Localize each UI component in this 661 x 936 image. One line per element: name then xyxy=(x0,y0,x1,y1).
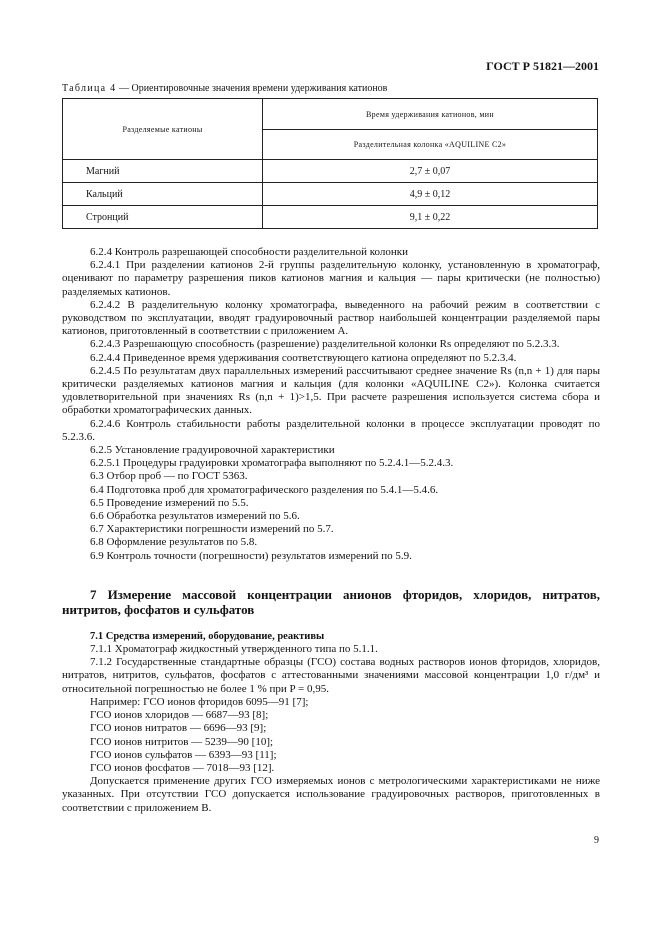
paragraph: ГСО ионов фосфатов — 7018—93 [12]. xyxy=(90,761,275,774)
standard-number-header: ГОСТ Р 51821—2001 xyxy=(486,59,599,73)
table-row xyxy=(63,206,598,229)
paragraph: 6.2.5.1 Процедуры градуировки хроматографа выполняют по 5.2.4.1—5.2.4.3. xyxy=(90,457,454,470)
subsection-7-1-heading: 7.1 Средства измерений, оборудование, реактивы xyxy=(90,630,325,642)
col-header-column-type: Разделительная колонка «AQUILINE C2» xyxy=(263,130,598,160)
retention-value: 2,7 ± 0,07 xyxy=(263,160,598,183)
paragraph: Например: ГСО ионов фторидов 6095—91 [7]; xyxy=(90,695,309,708)
paragraph: 7.1.2 Государственные стандартные образцы (ГСО) состава водных растворов ионов фторидов, хлоридов, нитратов, нитритов, сульфатов, фосфатов с аттестованными значениями массовой концентрации 1,0 г/дм³ и относительной погрешностью не более 1 % при P = 0,95. xyxy=(62,656,600,695)
paragraph: 7.1.1 Хроматограф жидкостный утвержденного типа по 5.1.1. xyxy=(90,643,378,656)
paragraph: 6.4 Подготовка проб для хроматографического разделения по 5.4.1—5.4.6. xyxy=(90,483,439,496)
cation-name: Стронций xyxy=(63,206,263,229)
paragraph: ГСО ионов хлоридов — 6687—93 [8]; xyxy=(90,709,269,722)
paragraph: ГСО ионов сульфатов — 6393—93 [11]; xyxy=(90,748,277,761)
table-caption-label: Таблица 4 xyxy=(62,83,117,94)
paragraph: 6.2.4.2 В разделительную колонку хроматографа, выведенного на рабочий режим в соответствии с руководством по эксплуатации, вводят градуировочный раствор наибольшей концентрации разделяемой пары катионов, приготовленный в соответствии с приложением А. xyxy=(62,298,600,338)
paragraph: 6.2.4.4 Приведенное время удерживания соответствующего катиона определяют по 5.2.3.4. xyxy=(90,351,517,364)
body-text xyxy=(62,246,600,815)
paragraph: 6.3 Отбор проб — по ГОСТ 5363. xyxy=(90,470,248,483)
section-7-heading: 7 Измерение массовой концентрации анионов фторидов, хлоридов, нитратов, нитритов, фосфатов и сульфатов xyxy=(62,586,600,617)
paragraph: 6.8 Оформление результатов по 5.8. xyxy=(90,536,258,549)
paragraph: 6.2.4 Контроль разрешающей способности разделительной колонки xyxy=(90,246,409,258)
paragraph: 6.5 Проведение измерений по 5.5. xyxy=(90,496,249,509)
col-header-retention-time: Время удерживания катионов, мин xyxy=(263,99,598,130)
col-header-separated-cations: Разделяемые катионы xyxy=(63,99,263,160)
page-number: 9 xyxy=(594,835,599,846)
table-caption-text: — Ориентировочные значения времени удерживания катионов xyxy=(116,83,388,94)
cation-name: Кальций xyxy=(63,183,263,206)
table-row xyxy=(63,160,598,183)
paragraph: 6.2.5 Установление градуировочной характеристики xyxy=(90,444,335,457)
paragraph: Допускается применение других ГСО измеряемых ионов с метрологическими характеристиками не ниже указанных. При отсутствии ГСО допускается использование градуировочных растворов, приготовленных в соответствии с приложением В. xyxy=(62,775,600,814)
paragraph: 6.2.4.6 Контроль стабильности работы разделительной колонки в процессе эксплуатации проводят по 5.2.3.6. xyxy=(62,417,600,443)
table-header-row xyxy=(63,99,598,130)
cation-name: Магний xyxy=(63,160,263,183)
retention-value: 4,9 ± 0,12 xyxy=(263,183,598,206)
paragraph: 6.2.4.5 По результатам двух параллельных измерений рассчитывают среднее значение Rs (n,n + 1) для пары критически разделяемых катионов магния и кальция (для колонки «AQUILINE C2»). Колонка считается удовлетворительной при значениях Rs (n,n + 1)>1,5. При расчете разрешения используется система сбора и обработки хроматографических данных. xyxy=(62,364,600,417)
table-caption xyxy=(62,83,387,94)
retention-value: 9,1 ± 0,22 xyxy=(263,206,598,229)
paragraph: 6.2.4.1 При разделении катионов 2-й группы разделительную колонку, установленную в хроматограф, оценивают по параметру разрешения пиков катионов магния и кальция — пары критически (не полностью) разделяемых катионов. xyxy=(62,259,600,298)
paragraph: 6.2.4.3 Разрешающую способность (разрешение) разделительной колонки Rs определяют по 5.2.3.3. xyxy=(90,338,560,351)
table-row xyxy=(63,183,598,206)
paragraph: 6.9 Контроль точности (погрешности) результатов измерений по 5.9. xyxy=(90,549,412,562)
retention-time-table xyxy=(62,98,598,229)
paragraph: 6.7 Характеристики погрешности измерений по 5.7. xyxy=(90,523,334,536)
paragraph: ГСО ионов нитратов — 6696—93 [9]; xyxy=(90,722,267,735)
paragraph: ГСО ионов нитритов — 5239—90 [10]; xyxy=(90,735,274,748)
paragraph: 6.6 Обработка результатов измерений по 5.6. xyxy=(90,510,300,523)
